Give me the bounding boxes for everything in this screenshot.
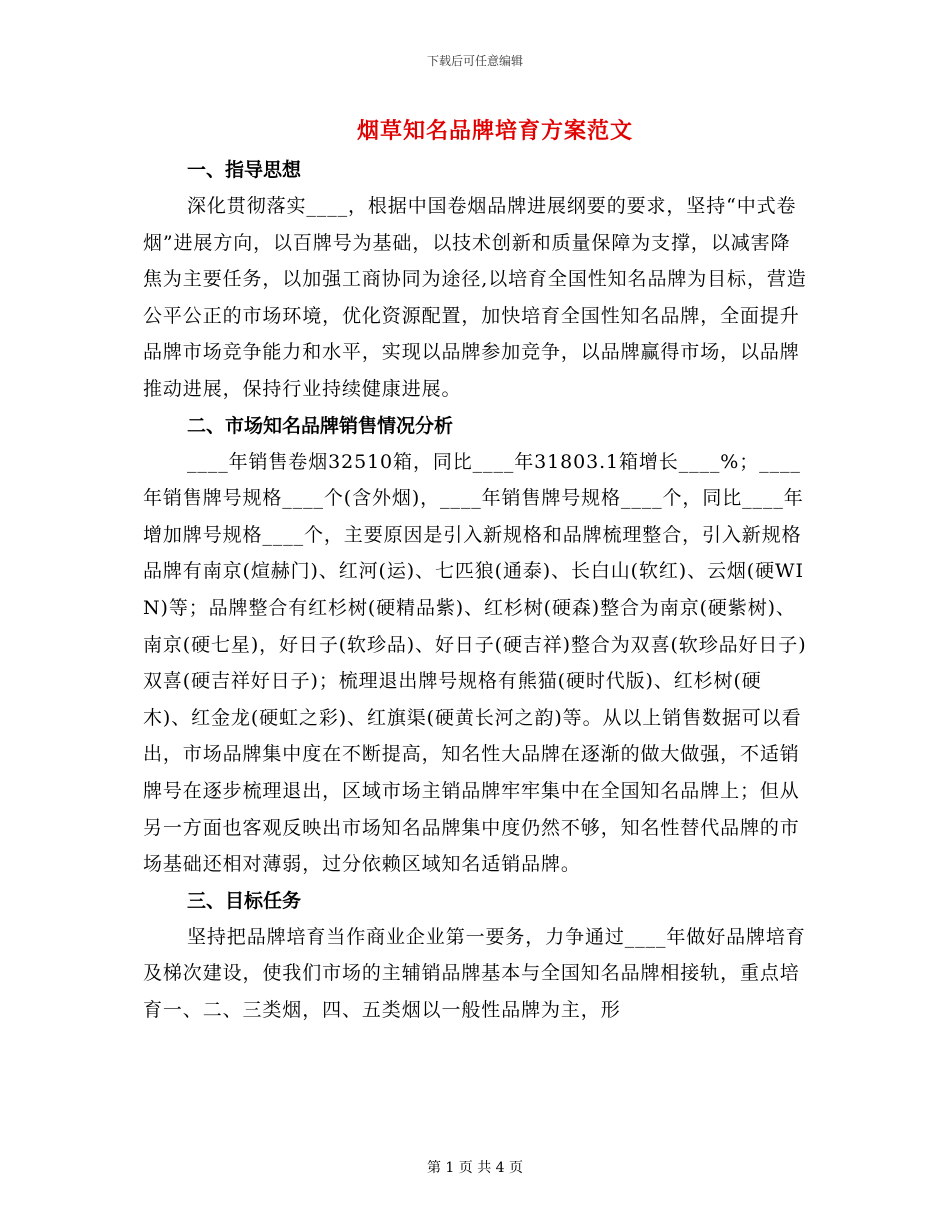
document-body xyxy=(143,152,807,1028)
document-title: 烟草知名品牌培育方案范文 xyxy=(356,118,633,144)
section-paragraph-goals: 坚持把品牌培育当作商业企业第一要务，力争通过____年做好品牌培育及梯次建设，使我们市场的主辅销品牌基本与全国知名品牌相接轨，重点培育一、二、三类烟，四、五类烟以一般性品牌为主，形 xyxy=(143,925,806,1021)
section-heading-market-analysis: 二、市场知名品牌销售情况分析 xyxy=(187,414,454,437)
page-number: 第 1 页 共 4 页 xyxy=(426,1160,524,1176)
section-paragraph-guiding-ideology: 深化贯彻落实____，根据中国卷烟品牌进展纲要的要求，坚持“中式卷烟”进展方向，以百牌号为基础，以技术创新和质量保障为支撑，以减害降焦为主要任务，以加强工商协同为途径,以培育全国性知名品牌为目标，营造公平公正的市场环境，优化资源配置，加快培育全国性知名品牌，全面提升品牌市场竞争能力和水平，实现以品牌参加竞争，以品牌赢得市场，以品牌推动进展，保持行业持续健康进展。 xyxy=(143,195,807,400)
header-note: 下载后可任意编辑 xyxy=(426,54,523,68)
section-heading-goals: 三、目标任务 xyxy=(187,889,302,912)
section-paragraph-market-analysis: ____年销售卷烟32510箱，同比____年31803.1箱增长____%；____年销售牌号规格____个(含外烟)，____年销售牌号规格____个，同比____年增加牌号规格____个，主要原因是引入新规格和品牌梳理整合，引入新规格品牌有南京(煊赫门)、红河(运)、七匹狼(通泰)、长白山(软红)、云烟(硬WIN)等；品牌整合有红杉树(硬精品紫)、红杉树(硬森)整合为南京(硬紫树)、南京(硬七星)，好日子(软珍品)、好日子(硬吉祥)整合为双喜(软珍品好日子)双喜(硬吉祥好日子)；梳理退出牌号规格有熊猫(硬时代版)、红杉树(硬木)、红金龙(硬虹之彩)、红旗渠(硬黄长河之韵)等。从以上销售数据可以看出，市场品牌集中度在不断提高，知名性大品牌在逐渐的做大做强，不适销牌号在逐步梳理退出，区域市场主销品牌牢牢集中在全国知名品牌上；但从另一方面也客观反映出市场知名品牌集中度仍然不够，知名性替代品牌的市场基础还相对薄弱，过分依赖区域知名适销品牌。 xyxy=(143,450,807,876)
section-heading-guiding-ideology: 一、指导思想 xyxy=(187,159,302,181)
